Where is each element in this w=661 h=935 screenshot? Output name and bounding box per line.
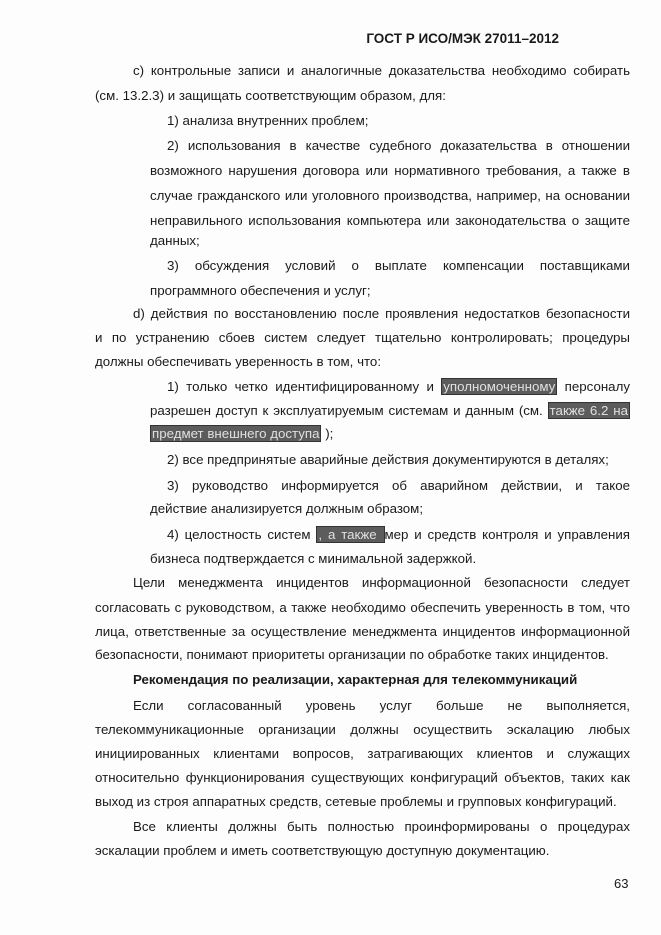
text-segment: случае гражданского или уголовного производства, например, на основании: [150, 188, 630, 203]
text-segment: 3) руководство информируется об аварийном действии, и такое: [167, 478, 630, 493]
text-segment: данных;: [150, 233, 200, 248]
text-line: [167, 526, 630, 544]
text-segment: 1) только четко идентифицированному и: [167, 379, 442, 394]
text-line: [133, 305, 630, 323]
text-segment: 4) целостность систем: [167, 527, 311, 542]
text-line: [167, 378, 630, 396]
text-segment: согласовать с руководством, а также необходимо обеспечить уверенность в том, что: [95, 600, 630, 615]
text-segment: c) контрольные записи и аналогичные доказательства необходимо собирать: [133, 63, 630, 78]
text-line: [167, 112, 368, 130]
text-segment: 2) все предпринятые аварийные действия документируются в деталях;: [167, 452, 609, 467]
text-line: [150, 425, 333, 443]
text-line: [133, 574, 630, 592]
text-line: [95, 623, 630, 641]
text-segment: неправильного использования компьютера или законодательства о защите: [150, 213, 630, 228]
text-line: [133, 697, 630, 715]
highlighted-text: также 6.2 на: [549, 403, 628, 418]
text-line: [167, 257, 630, 275]
text-segment: выход из строя аппаратных средств, сетевые проблемы и групповых конфигураций.: [95, 794, 617, 809]
text-line: [150, 550, 476, 568]
text-segment: должны обеспечивать уверенность в том, что:: [95, 354, 382, 369]
text-line: [150, 187, 630, 205]
text-segment: эскалации проблем и иметь соответствующую доступную документацию.: [95, 843, 550, 858]
text-line: [95, 842, 549, 860]
text-segment: 2) использования в качестве судебного доказательства в отношении: [167, 138, 630, 153]
text-line: [150, 500, 423, 518]
text-line: [95, 745, 630, 763]
text-segment: (см. 13.2.3) и защищать соответствующим образом, для:: [95, 88, 446, 103]
highlighted-text: уполномоченному: [443, 379, 556, 394]
text-line: [95, 769, 630, 787]
text-segment: бизнеса подтверждается с минимальной задержкой.: [150, 551, 477, 566]
text-segment: Цели менеджмента инцидентов информационной безопасности следует: [133, 575, 630, 590]
text-line: [150, 162, 630, 180]
text-segment: 1) анализа внутренних проблем;: [167, 113, 369, 128]
text-line: [133, 62, 630, 80]
text-line: [95, 87, 446, 105]
text-segment: d) действия по восстановлению после проявления недостатков безопасности: [133, 306, 630, 321]
text-segment: телекоммуникационные организации должны осуществить эскалацию любых: [95, 722, 630, 737]
text-line: [150, 212, 630, 230]
text-line: [95, 329, 630, 347]
text-line: [150, 282, 371, 300]
text-segment: и по устранению сбоев систем следует тщательно контролировать; процедуры: [95, 330, 630, 345]
text-segment: лица, ответственные за осуществление менеджмента инцидентов информационной: [95, 624, 630, 639]
text-line: [95, 793, 617, 811]
text-segment: действие анализируется должным образом;: [150, 501, 424, 516]
text-segment: возможного нарушения договора или нормативного требования, а также в: [150, 163, 630, 178]
text-line: [167, 451, 609, 469]
text-segment: инициированных клиентами вопросов, затрагивающих клиентов и служащих: [95, 746, 630, 761]
text-line: [95, 646, 609, 664]
text-segment: Рекомендация по реализации, характерная для телекоммуникаций: [133, 672, 578, 687]
text-segment: мер и средств контроля и управления: [384, 527, 630, 542]
text-line: [167, 137, 630, 155]
highlighted-text: , а также: [318, 527, 383, 542]
page-number: 63: [614, 876, 629, 891]
section-heading: [133, 671, 577, 689]
document-header: ГОСТ Р ИСО/МЭК 27011–2012: [366, 31, 559, 46]
text-line: [150, 402, 630, 420]
text-segment: разрешен доступ к эксплуатируемым системам и данным (см.: [150, 403, 548, 418]
text-segment: Если согласованный уровень услуг больше не выполняется,: [133, 698, 630, 713]
text-segment: относительно функционирования существующих конфигураций объектов, таких как: [95, 770, 630, 785]
text-line: [95, 721, 630, 739]
text-segment: 3) обсуждения условий о выплате компенсации поставщиками: [167, 258, 630, 273]
text-segment: персоналу: [564, 379, 630, 394]
text-segment: безопасности, понимают приоритеты организации по обработке таких инцидентов.: [95, 647, 609, 662]
text-line: [167, 477, 630, 495]
text-line: [95, 353, 381, 371]
text-segment: Все клиенты должны быть полностью проинформированы о процедурах: [133, 819, 630, 834]
text-line: [133, 818, 630, 836]
highlighted-text: предмет внешнего доступа: [152, 426, 320, 441]
text-line: [150, 232, 200, 250]
text-line: [95, 599, 630, 617]
text-segment: программного обеспечения и услуг;: [150, 283, 371, 298]
text-segment: );: [325, 426, 334, 441]
